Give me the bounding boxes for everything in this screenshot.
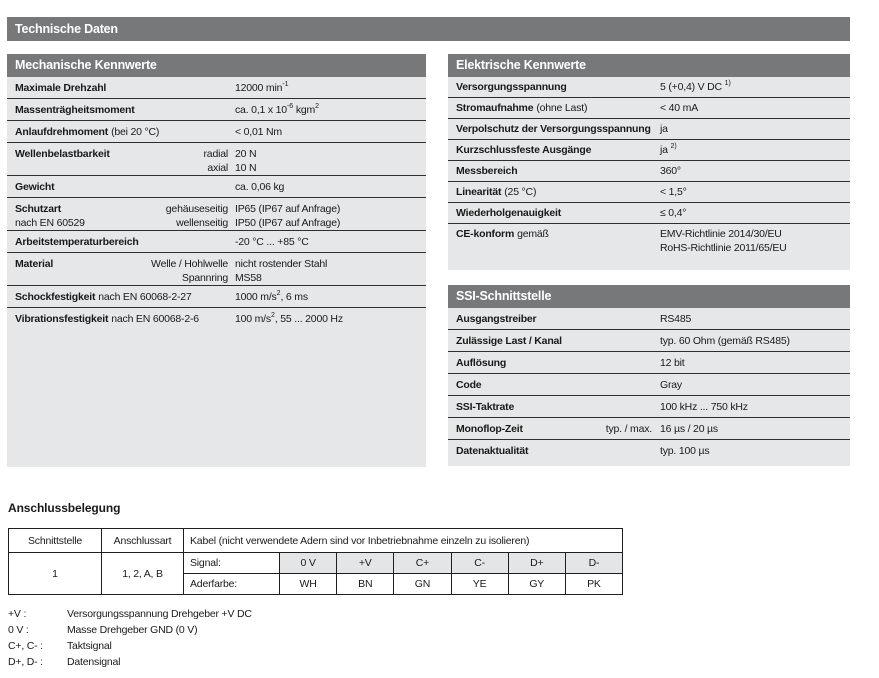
spec-sublabels: radial axial <box>203 148 228 174</box>
spec-value: ja $^{2)}$ <box>660 142 677 156</box>
conn-aderfarbe-cell: WH <box>280 574 337 595</box>
spec-label: Schockfestigkeit nach EN 60068-2-27 <box>15 291 192 303</box>
spec-value: ca. 0,1 x $10^{-6}$ kgm$^2$ <box>235 102 319 116</box>
spec-row-wellenbelastbarkeit <box>7 143 426 176</box>
spec-row-messbereich <box>448 161 850 182</box>
spec-value: ≤ 0,4° <box>660 207 687 219</box>
conn-aderfarbe-cell: GY <box>509 574 566 595</box>
spec-row-vibrationsfestigkeit <box>7 308 426 330</box>
spec-row-code <box>448 374 850 396</box>
spec-row-linearitaet <box>448 182 850 203</box>
spec-label: Material Welle / Hohlwelle Spannring <box>15 257 235 285</box>
ssi-section-header <box>448 285 850 308</box>
spec-value: Gray <box>660 379 682 391</box>
ssi-table <box>448 308 850 466</box>
spec-label: Vibrationsfestigkeit nach EN 60068-2-6 <box>15 313 199 325</box>
spec-label: Monoflop-Zeit typ. / max. <box>456 422 660 436</box>
legend-text: Versorgungsspannung Drehgeber +V DC <box>67 608 252 620</box>
legend-row <box>8 654 252 670</box>
spec-value: 100 kHz ... 750 kHz <box>660 401 748 413</box>
spec-value: IP65 (IP67 auf Anfrage) IP50 (IP67 auf Anfrage) <box>235 203 341 229</box>
conn-aderfarbe-cell: YE <box>452 574 509 595</box>
conn-signal-cell: D- <box>566 553 623 574</box>
spec-value: nicht rostender Stahl MS58 <box>235 258 328 284</box>
signal-legend <box>8 606 252 670</box>
ssi-section-title: SSI-Schnittstelle <box>456 289 552 303</box>
spec-row-verpolschutz <box>448 119 850 140</box>
spec-row-ssi-taktrate <box>448 396 850 418</box>
spec-value: ca. 0,06 kg <box>235 181 285 193</box>
spec-value: EMV-Richtlinie 2014/30/EU RoHS-Richtlinie 2011/65/EU <box>660 228 787 254</box>
electrical-table <box>448 77 850 270</box>
conn-header-kabel: Kabel (nicht verwendete Adern sind vor Inbetriebnahme einzeln zu isolieren) <box>184 529 623 553</box>
conn-signal-cell: 0 V <box>280 553 337 574</box>
spec-label: Gewicht <box>15 181 55 193</box>
legend-text: Taktsignal <box>67 640 112 652</box>
conn-aderfarbe-cell: BN <box>337 574 394 595</box>
spec-row-monoflop-zeit <box>448 418 850 440</box>
spec-label: Stromaufnahme (ohne Last) <box>456 102 588 114</box>
conn-signal-cell: C- <box>452 553 509 574</box>
spec-value: < 1,5° <box>660 186 687 198</box>
anschlussbelegung-title: Anschlussbelegung <box>8 501 121 515</box>
spec-sublabels: Welle / Hohlwelle Spannring <box>151 258 228 284</box>
spec-row-wiederholgenauigkeit <box>448 203 850 224</box>
spec-row-versorgungsspannung <box>448 77 850 98</box>
conn-aderfarbe-cell: GN <box>394 574 451 595</box>
spec-sublabels: gehäuseseitig wellenseitig <box>165 203 228 229</box>
spec-label: Messbereich <box>456 165 518 177</box>
spec-label: Versorgungsspannung <box>456 81 567 93</box>
spec-label: Linearität (25 °C) <box>456 186 537 198</box>
conn-anschlussart-value: 1, 2, A, B <box>102 553 184 595</box>
spec-row-massentraegheitsmoment <box>7 99 426 121</box>
spec-label: Schutzart nach EN 60529 gehäuseseitig wellenseitig <box>15 202 235 230</box>
spec-value: RS485 <box>660 313 692 325</box>
legend-key: D+, D- : <box>8 656 43 668</box>
spec-label: Maximale Drehzahl <box>15 82 107 94</box>
page-title: Technische Daten <box>15 22 118 36</box>
spec-row-arbeitstemperaturbereich <box>7 231 426 253</box>
conn-signal-cell: C+ <box>394 553 451 574</box>
spec-value: < 40 mA <box>660 102 698 114</box>
legend-key: 0 V : <box>8 624 29 636</box>
spec-row-schockfestigkeit <box>7 286 426 308</box>
spec-value: 12 bit <box>660 357 685 369</box>
mechanical-section-header <box>7 54 426 77</box>
spec-label: Ausgangstreiber <box>456 313 537 325</box>
legend-row <box>8 622 252 638</box>
legend-row <box>8 606 252 622</box>
spec-label: Datenaktualität <box>456 445 529 457</box>
spec-label: Auflösung <box>456 357 507 369</box>
ssi-section <box>448 285 850 466</box>
conn-aderfarbe-label: Aderfarbe: <box>184 574 280 595</box>
legend-row <box>8 638 252 654</box>
spec-value: typ. 100 µs <box>660 445 710 457</box>
spec-row-zulaessige-last <box>448 330 850 352</box>
spec-label: Wellenbelastbarkeit radial axial <box>15 147 235 175</box>
spec-row-gewicht <box>7 176 426 198</box>
spec-sublabels: typ. / max. <box>605 423 652 435</box>
spec-row-datenaktualitaet <box>448 440 850 462</box>
spec-value: -20 °C ... +85 °C <box>235 236 309 248</box>
spec-value: 1000 $m/s^2$, 6 ms <box>235 289 308 303</box>
spec-row-aufloesung <box>448 352 850 374</box>
spec-label: Code <box>456 379 482 391</box>
conn-signal-label: Signal: <box>184 553 280 574</box>
legend-text: Datensignal <box>67 656 121 668</box>
spec-label: Arbeitstemperaturbereich <box>15 236 139 248</box>
spec-value: typ. 60 Ohm (gemäß RS485) <box>660 335 790 347</box>
spec-row-maximale-drehzahl <box>7 77 426 99</box>
legend-text: Masse Drehgeber GND (0 V) <box>67 624 198 636</box>
spec-row-stromaufnahme <box>448 98 850 119</box>
spec-label: CE-konform gemäß <box>456 228 549 240</box>
conn-aderfarbe-cell: PK <box>566 574 623 595</box>
conn-signal-cell: D+ <box>509 553 566 574</box>
legend-key: +V : <box>8 608 27 620</box>
conn-signal-cell: +V <box>337 553 394 574</box>
spec-label: Verpolschutz der Versorgungsspannung <box>456 123 651 135</box>
spec-row-schutzart <box>7 198 426 231</box>
conn-header-schnittstelle: Schnittstelle <box>9 529 102 553</box>
spec-value: 20 N 10 N <box>235 148 257 174</box>
spec-row-ce-konform <box>448 224 850 257</box>
spec-value: 5 (+0,4) V DC $^{1)}$ <box>660 79 731 93</box>
spec-label: Kurzschlussfeste Ausgänge <box>456 144 592 156</box>
spec-value: 12000 $\min^{-1}$ <box>235 80 289 94</box>
conn-header-anschlussart: Anschlussart <box>102 529 184 553</box>
anschlussbelegung-table <box>8 528 623 595</box>
spec-value: ja <box>660 123 668 135</box>
mechanical-section <box>7 54 426 467</box>
spec-value: 16 µs / 20 µs <box>660 423 718 435</box>
spec-label: Massenträgheitsmoment <box>15 104 135 116</box>
spec-value: 360° <box>660 165 681 177</box>
electrical-section-title: Elektrische Kennwerte <box>456 58 586 72</box>
spec-label: SSI-Taktrate <box>456 401 515 413</box>
electrical-section-header <box>448 54 850 77</box>
conn-schnittstelle-value: 1 <box>9 553 102 595</box>
spec-label: Zulässige Last / Kanal <box>456 335 562 347</box>
mechanical-section-title: Mechanische Kennwerte <box>15 58 157 72</box>
mechanical-table <box>7 77 426 467</box>
spec-row-ausgangstreiber <box>448 308 850 330</box>
spec-row-material <box>7 253 426 286</box>
spec-value: 100 $m/s^2$, 55 ... 2000 Hz <box>235 311 343 325</box>
page-title-bar <box>7 17 850 41</box>
electrical-section <box>448 54 850 270</box>
spec-value: < 0,01 Nm <box>235 126 282 138</box>
spec-row-anlaufdrehmoment <box>7 121 426 143</box>
spec-row-kurzschlussfeste-ausgaenge <box>448 140 850 161</box>
spec-label: Wiederholgenauigkeit <box>456 207 562 219</box>
legend-key: C+, C- : <box>8 640 43 652</box>
spec-label: Anlaufdrehmoment (bei 20 °C) <box>15 126 160 138</box>
